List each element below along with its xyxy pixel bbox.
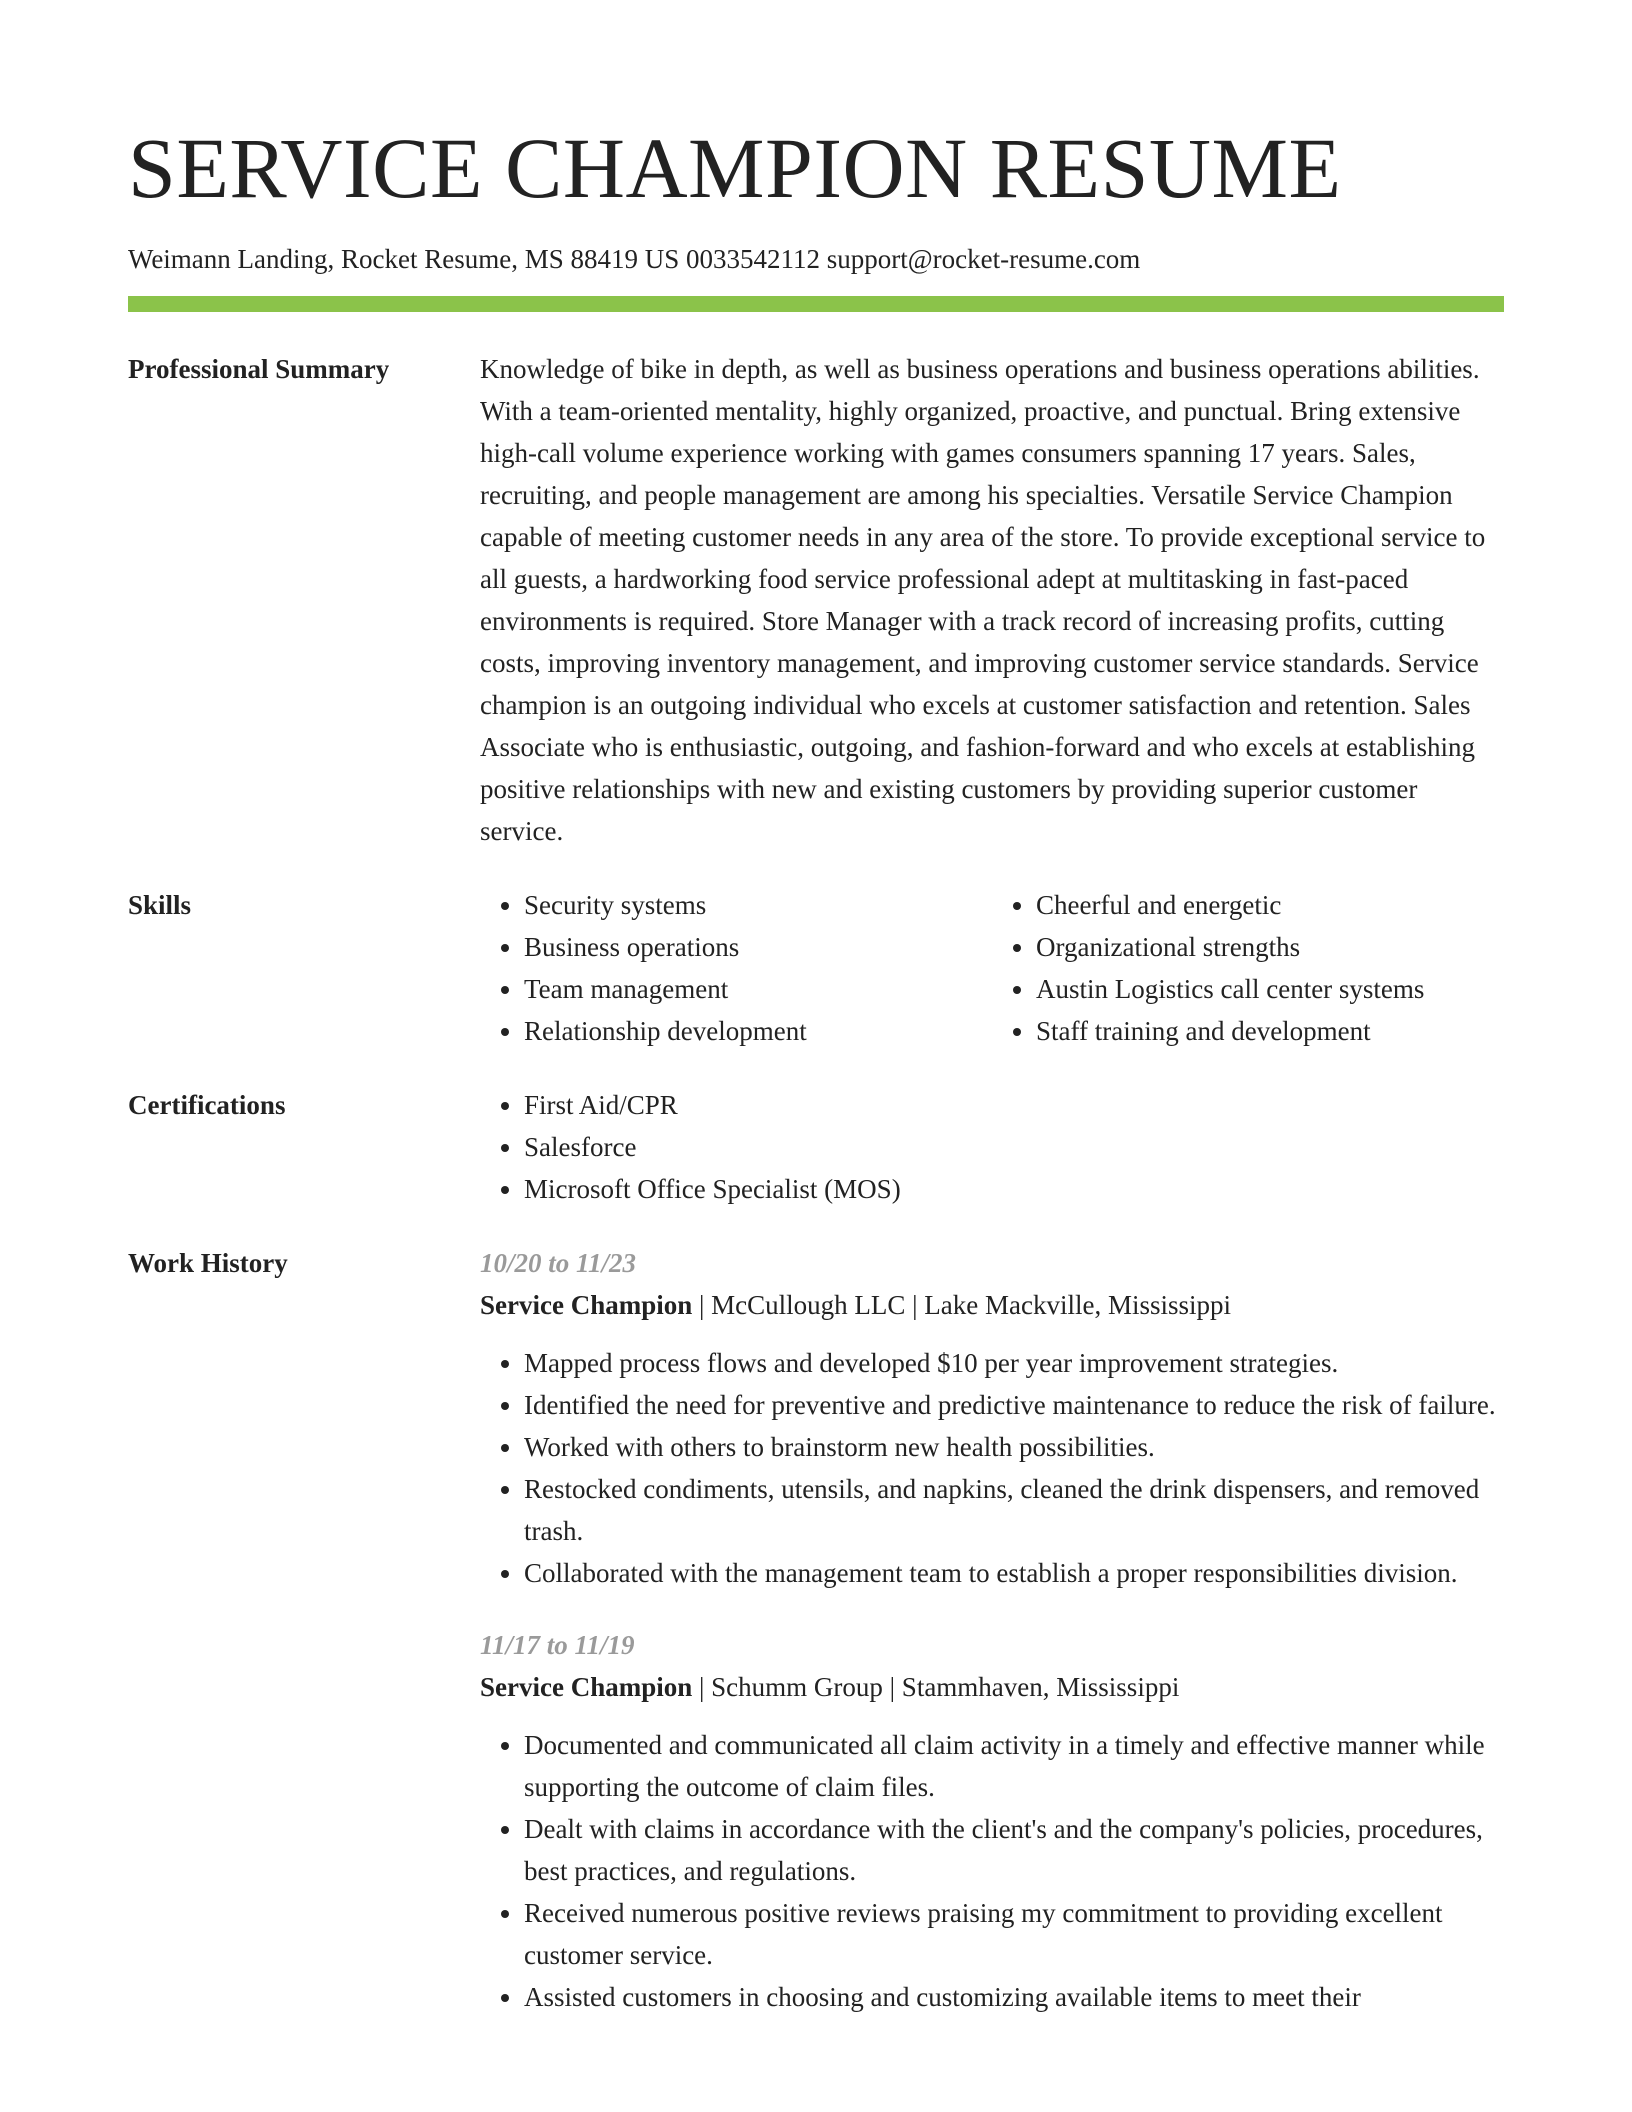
- job-duty: • Dealt with claims in accordance with the client's and the company's policies, procedures, best practices, and regulations.: [524, 1808, 1504, 1892]
- job-role: Service Champion: [480, 1290, 693, 1320]
- contact-email[interactable]: support@rocket-resume.com: [826, 244, 1141, 274]
- header-divider: [128, 296, 1504, 312]
- work-history-content: [480, 1242, 1504, 2018]
- certification-item: • First Aid/CPR: [524, 1084, 1504, 1126]
- certification-item: • Microsoft Office Specialist (MOS): [524, 1168, 1504, 1210]
- skill-item: • Security systems: [524, 884, 992, 926]
- skill-item: • Business operations: [524, 926, 992, 968]
- skill-item: • Team management: [524, 968, 992, 1010]
- job-dates: 11/17 to 11/19: [480, 1630, 635, 1660]
- certification-item: • Salesforce: [524, 1126, 1504, 1168]
- section-heading: Work History: [128, 1248, 288, 1278]
- job-title-line: [480, 1284, 1504, 1326]
- contact-line: [128, 242, 1504, 276]
- summary-text: Knowledge of bike in depth, as well as business operations and business operations abilities. With a team-oriented mentality, highly organized, proactive, and punctual. Bring extensive high-call volume experience working with games consumers spanning 17 years. Sales, recruiting, and people management are among his specialties. Versatile Service Champion capable of meeting customer needs in any area of the store. To provide exceptional service to all guests, a hardworking food service professional adept at multitasking in fast-paced environments is required. Store Manager with a track record of increasing profits, cutting costs, improving inventory management, and improving customer service standards. Service champion is an outgoing individual who excels at customer satisfaction and retention. Sales Associate who is enthusiastic, outgoing, and fashion-forward and who excels at establishing positive relationships with new and existing customers by providing superior customer service.: [480, 354, 1486, 846]
- job-duty: • Collaborated with the management team to establish a proper responsibilities division.: [524, 1552, 1504, 1594]
- skill-item: • Cheerful and energetic: [1036, 884, 1504, 926]
- contact-phone: 0033542112: [686, 244, 827, 274]
- skill-item: • Organizational strengths: [1036, 926, 1504, 968]
- job-entry: [480, 1242, 1504, 1594]
- certifications-content: [480, 1084, 1504, 1210]
- skill-item: • Austin Logistics call center systems: [1036, 968, 1504, 1010]
- skills-list-left: [480, 884, 992, 1052]
- job-employer-location: | McCullough LLC | Lake Mackville, Mississippi: [692, 1290, 1232, 1320]
- skills-list-right: [992, 884, 1504, 1052]
- job-entry: [480, 1624, 1504, 2018]
- job-duty: • Mapped process flows and developed $10 per year improvement strategies.: [524, 1342, 1504, 1384]
- section-heading: Professional Summary: [128, 354, 390, 384]
- certifications-list: [480, 1084, 1504, 1210]
- section-heading: Certifications: [128, 1090, 286, 1120]
- skill-item: • Relationship development: [524, 1010, 992, 1052]
- section-heading: Skills: [128, 890, 192, 920]
- skills-columns: [480, 884, 1504, 1052]
- job-duties-list: [480, 1342, 1504, 1594]
- job-duty: • Received numerous positive reviews praising my commitment to providing excellent customer service.: [524, 1892, 1504, 1976]
- job-duty: • Identified the need for preventive and predictive maintenance to reduce the risk of failure.: [524, 1384, 1504, 1426]
- job-duty: • Restocked condiments, utensils, and napkins, cleaned the drink dispensers, and removed trash.: [524, 1468, 1504, 1552]
- resume-header: [128, 118, 1504, 312]
- skill-item: • Staff training and development: [1036, 1010, 1504, 1052]
- job-duty: • Documented and communicated all claim activity in a timely and effective manner while supporting the outcome of claim files.: [524, 1724, 1504, 1808]
- job-duty: • Worked with others to brainstorm new health possibilities.: [524, 1426, 1504, 1468]
- job-duty: • Assisted customers in choosing and customizing available items to meet their: [524, 1976, 1504, 2018]
- page-title: SERVICE CHAMPION RESUME: [128, 120, 1342, 216]
- job-role: Service Champion: [480, 1672, 693, 1702]
- job-employer-location: | Schumm Group | Stammhaven, Mississippi: [692, 1672, 1180, 1702]
- job-duties-list: [480, 1724, 1504, 2018]
- contact-address: Weimann Landing, Rocket Resume, MS 88419 US: [128, 244, 687, 274]
- job-dates: 10/20 to 11/23: [480, 1248, 637, 1278]
- job-title-line: [480, 1666, 1504, 1708]
